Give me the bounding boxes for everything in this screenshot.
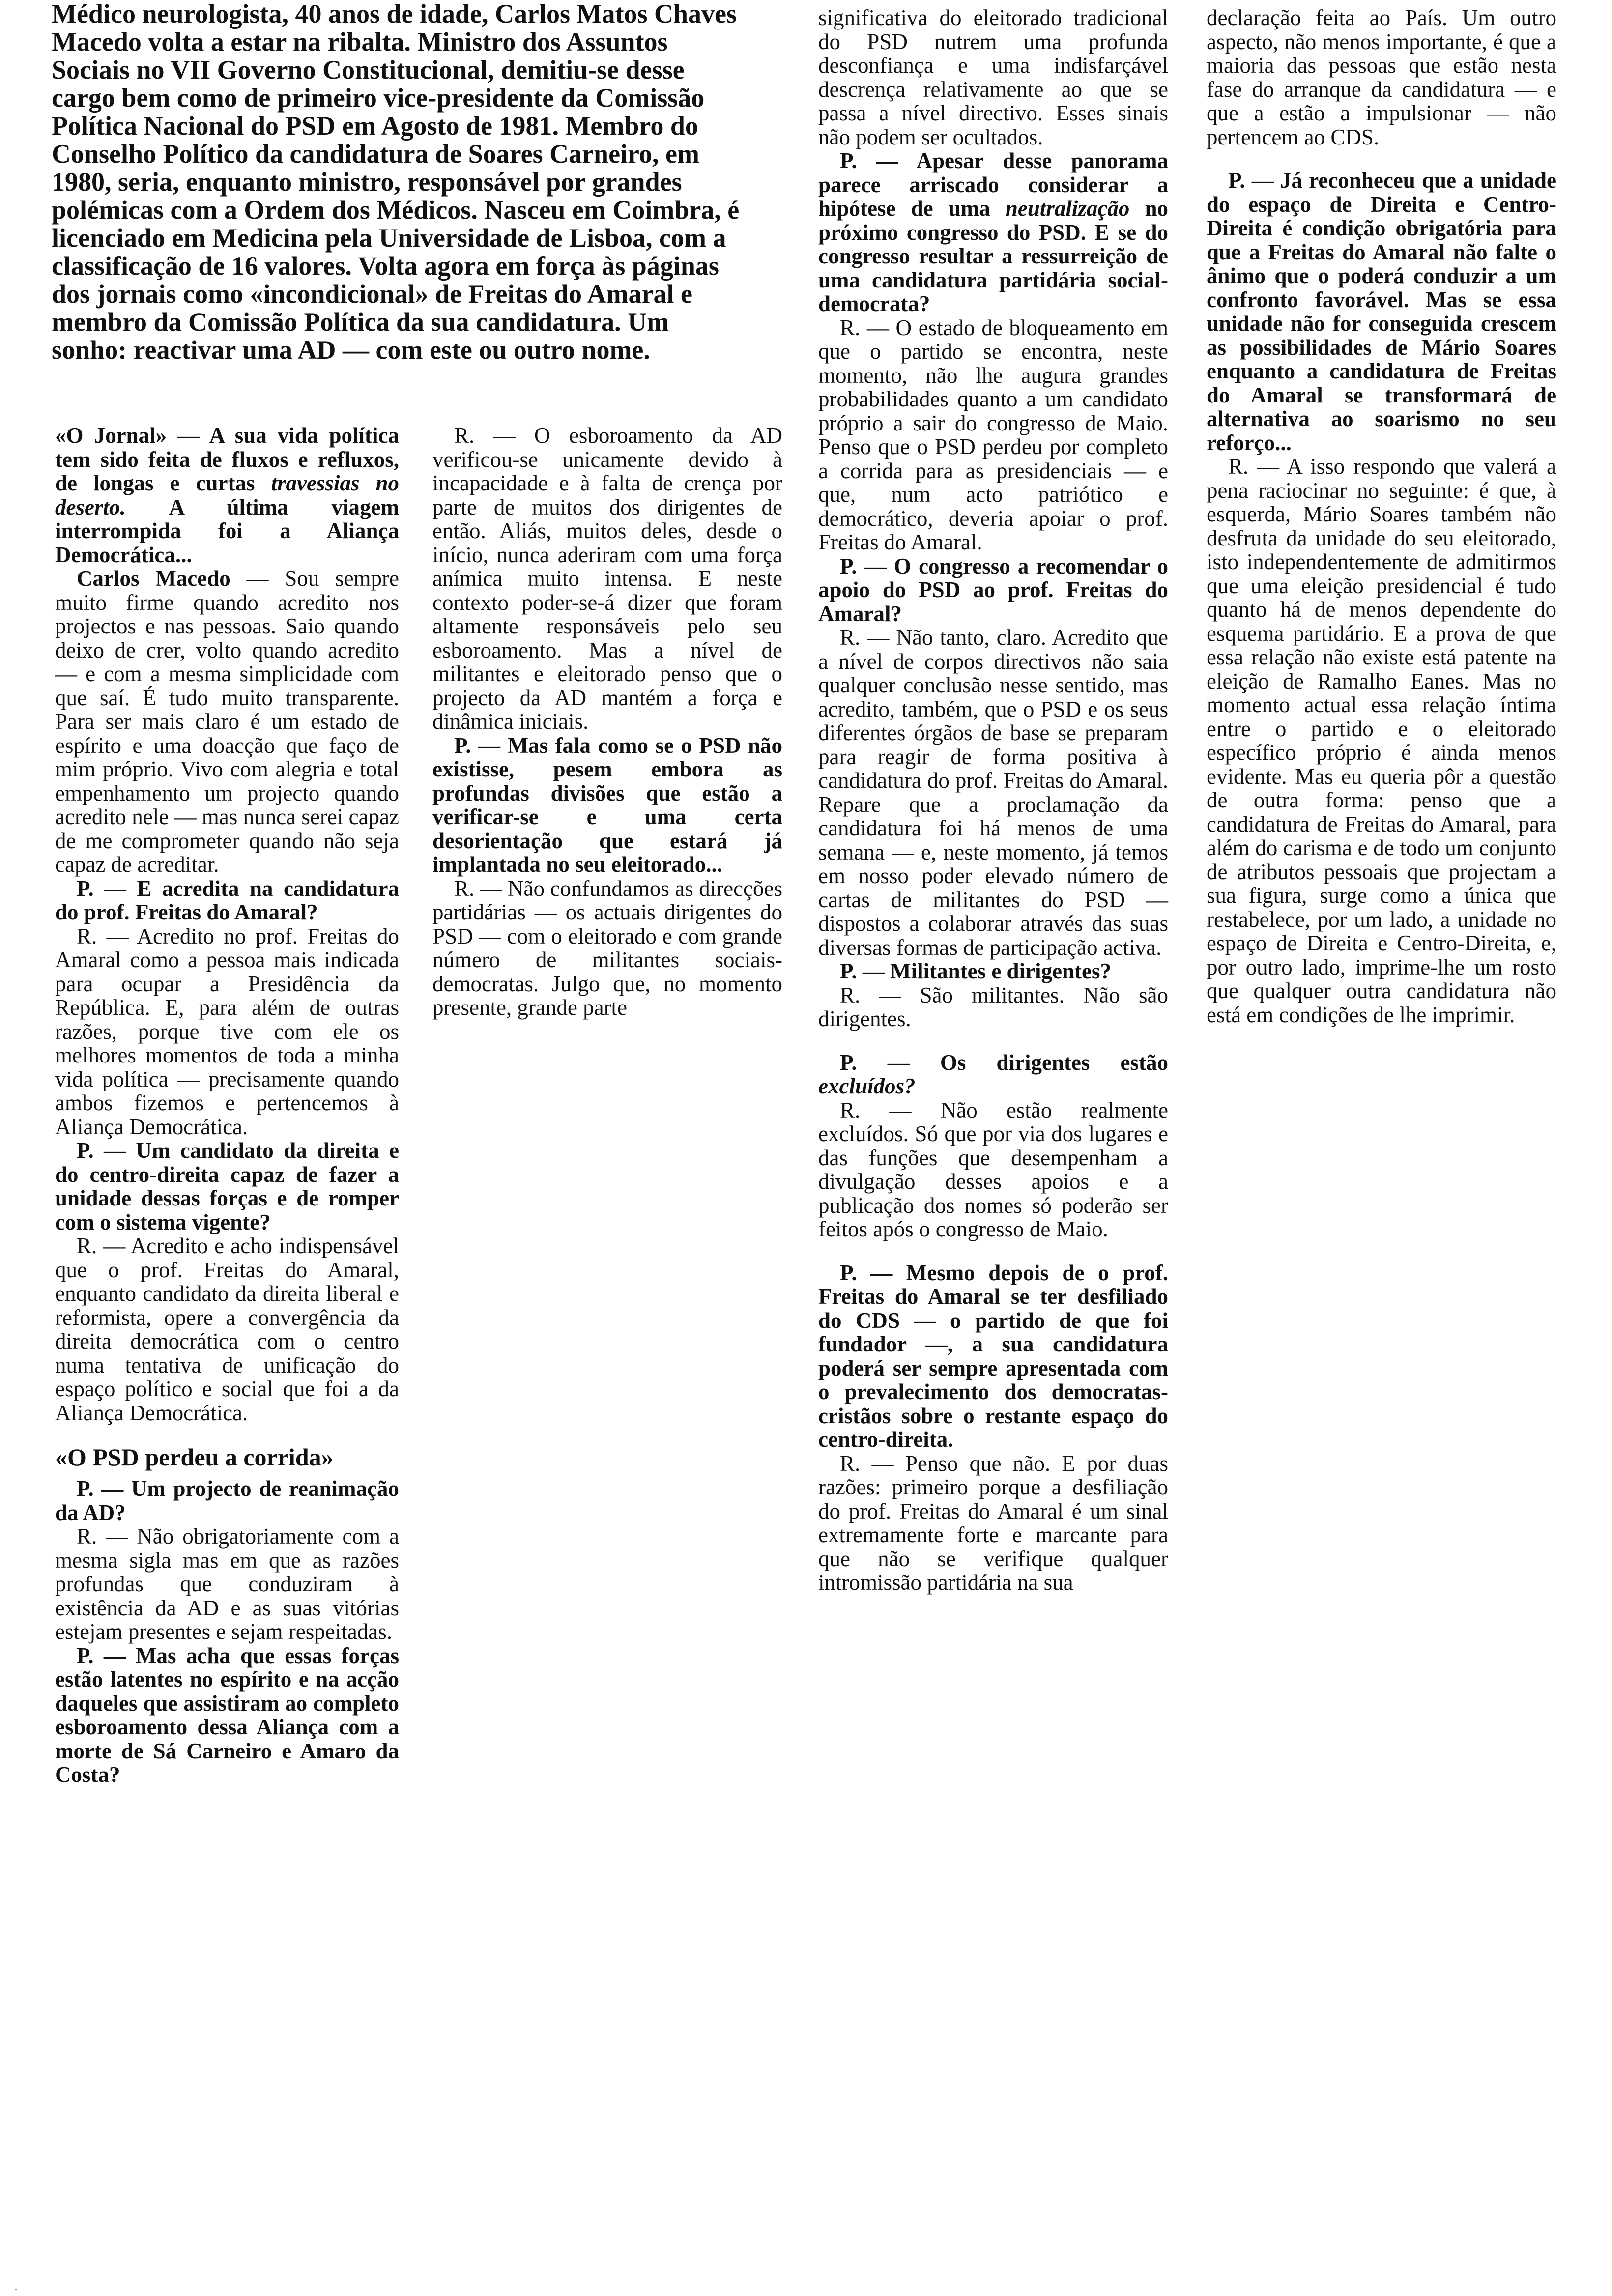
answer-2: R. — Acredito no prof. Freitas do Amaral como a pessoa mais indicada para ocupar a Presidência da República. E, para além de outras razões, porque tive com ele os melhores momentos de toda a minha vida política — precisamente quando ambos fizemos e pertencemos à Aliança Democrática. — [55, 923, 399, 1139]
answer-10: R. — Não estão realmente excluídos. Só que por via dos lugares e das funções que desempenham a divulgação desses apoios e a publicação dos nomes só poderão ser feitos após o congresso de Maio. — [818, 1097, 1168, 1241]
column-3 — [818, 6, 1168, 1595]
question-4: P. — Um projecto de reanimação da AD? — [55, 1476, 399, 1525]
answer-6: R. — Não confundamos as direcções partidárias — os actuais dirigentes do PSD — com o eleitorado e com grande número de militantes sociais-democratas. Julgo que, no momento presente, grande parte — [432, 876, 782, 1020]
answer-11-continued: declaração feita ao País. Um outro aspecto, não menos importante, é que a maioria das pessoas que estão nesta fase do arranque da candidatura — e que a estão a impulsionar — não pertencem ao CDS. — [1207, 5, 1556, 149]
answer-6-continued: significativa do eleitorado tradicional do PSD nutrem uma profunda desconfiança e uma indisfarçável descrença relativamente ao que se passa a nível directivo. Esses sinais não podem ser ocultados. — [818, 5, 1168, 149]
question-11: P. — Mesmo depois de o prof. Freitas do Amaral se ter desfiliado do CDS — o partido de que foi fundador —, a sua candidatura poderá ser sempre apresentada com o prevalecimento dos democratas-cristãos sobre o restante espaço do centro-direita. — [818, 1260, 1168, 1452]
answer-5: R. — O esboroamento da AD verificou-se unicamente devido à incapacidade e à falta de crença por parte de muitos dos dirigentes de então. Aliás, muitos deles, desde o início, nunca aderiram com uma força anímica muito intensa. E neste contexto poder-se-á dizer que foram altamente responsáveis pelo seu esboroamento. Mas a nível de militantes e eleitorado penso que o projecto da AD mantém a força e dinâmica iniciais. — [432, 423, 782, 734]
lead-text: Médico neurologista, 40 anos de idade, Carlos Matos Chaves Macedo volta a estar na ribalta. Ministro dos Assuntos Sociais no VII Governo Constitucional, demitiu-se desse cargo bem como de primeiro vice-presidente da Comissão Política Nacional do PSD em Agosto de 1981. Membro do Conselho Político da candidatura de Soares Carneiro, em 1980, seria, enquanto ministro, responsável por grandes polémicas com a Ordem dos Médicos. Nasceu em Coimbra, é licenciado em Medicina pela Universidade de Lisboa, com a classificação de 16 valores. Volta agora em força às páginas dos jornais como «incondicional» de Freitas do Amaral e membro da Comissão Política da sua candidatura. Um sonho: reactivar uma AD — com este ou outro nome. — [52, 0, 740, 365]
answer-11: R. — Penso que não. E por duas razões: primeiro porque a desfiliação do prof. Freitas do Amaral é um sinal extremamente forte e marcante para que não se verifique qualquer intromissão partidária na sua — [818, 1451, 1168, 1595]
subhead: «O PSD perdeu a corrida» — [55, 1443, 334, 1471]
question-10: P. — Os dirigentes estão excluídos? — [818, 1050, 1168, 1098]
answer-8: R. — Não tanto, claro. Acredito que a nível de corpos directivos não saia qualquer conclusão nesse sentido, mas acredito, também, que o PSD e os seus diferentes órgãos de base se preparam para reagir de forma positiva à candidatura do prof. Freitas do Amaral. Repare que a proclamação da candidatura foi há menos de uma semana — e, neste momento, já temos em nosso poder elevado número de cartas de militantes do PSD — dispostos a colaborar através das suas diversas formas de participação activa. — [818, 625, 1168, 960]
answer-9: R. — São militantes. Não são dirigentes. — [818, 982, 1168, 1031]
column-2 — [432, 424, 782, 1020]
column-1 — [55, 424, 399, 1787]
lead-paragraph — [52, 0, 749, 364]
answer-7: R. — O estado de bloqueamento em que o partido se encontra, neste momento, não lhe augura grandes probabilidades quanto a um candidato próprio a sair do congresso de Maio. Penso que o PSD perdeu por completo a corrida para as presidenciais — e que, num acto patriótico e democrático, deveria apoiar o prof. Freitas do Amaral. — [818, 315, 1168, 554]
column-4 — [1207, 6, 1556, 1027]
question-6: P. — Mas fala como se o PSD não existisse, pesem embora as profundas divisões que estão a verificar-se e uma certa desorientação que estará já implantada no seu eleitorado... — [432, 733, 782, 877]
question-9: P. — Militantes e dirigentes? — [840, 959, 1112, 983]
question-12: P. — Já reconheceu que a unidade do espaço de Direita e Centro-Direita é condição obrigatória para que a Freitas do Amaral não falte o ânimo que o poderá conduzir a um confronto favorável. Mas se essa unidade não for conseguida crescem as possibilidades de Mário Soares enquanto a candidatura de Freitas do Amaral se transformará de alternativa ao soarismo no seu reforço... — [1207, 168, 1556, 455]
question-8: P. — O congresso a recomendar o apoio do PSD ao prof. Freitas do Amaral? — [818, 553, 1168, 626]
question-2: P. — E acredita na candidatura do prof. Freitas do Amaral? — [55, 876, 399, 924]
question-7: P. — Apesar desse panorama parece arriscado considerar a hipótese de uma neutralização no próximo congresso do PSD. E se do congresso resultar a ressurreição de uma candidatura partidária social-democrata? — [818, 148, 1169, 316]
answer-4: R. — Não obrigatoriamente com a mesma sigla mas em que as razões profundas que conduziram à existência da AD e as suas vitórias estejam presentes e sejam respeitadas. — [55, 1524, 399, 1644]
answer-1: Carlos Macedo — Sou sempre muito firme quando acredito nos projectos e nas pessoas. Saio quando deixo de crer, volto quando acredito — e com a mesma simplicidade com que saí. É tudo muito transparente. Para ser mais claro é um estado de espírito e uma doacção que faço de mim próprio. Vivo com alegria e total empenhamento um projecto quando acredito nele — mas nunca serei capaz de me comprometer quando não seja capaz de acreditar. — [55, 566, 399, 877]
question-3: P. — Um candidato da direita e do centro-direita capaz de fazer a unidade dessas forças e de romper com o sistema vigente? — [55, 1138, 399, 1234]
question-5: P. — Mas acha que essas forças estão latentes no espírito e na acção daqueles que assistiram ao completo esboroamento dessa Aliança com a morte de Sá Carneiro e Amaro da Costa? — [55, 1643, 399, 1787]
question-1: «O Jornal» — A sua vida política tem sido feita de fluxos e refluxos, de longas e curtas travessias no deserto. A última viagem interrompida foi a Aliança Democrática... — [55, 423, 400, 567]
footer-mark: —.— — [4, 2282, 29, 2293]
answer-12: R. — A isso respondo que valerá a pena raciocinar no seguinte: é que, à esquerda, Mário Soares também não desfruta da unidade do seu eleitorado, isto independentemente de admitirmos que uma eleição presidencial é tudo quanto há de menos dependente do esquema partidário. E a prova de que essa relação não existe está patente na eleição de Ramalho Eanes. Mas no momento actual essa relação íntima entre o partido e o eleitorado específico próprio é ainda menos evidente. Mas eu queria pôr a questão de outra forma: penso que a candidatura de Freitas do Amaral, para além do carisma e de todo um conjunto de atributos pessoais que projectam a sua figura, surge como a única que restabelece, por um lado, a unidade no espaço de Direita e Centro-Direita, e, por outro lado, imprime-lhe um rosto que qualquer outra candidatura não está em condições de lhe imprimir. — [1207, 454, 1556, 1027]
answer-3: R. — Acredito e acho indispensável que o prof. Freitas do Amaral, enquanto candidato da direita liberal e reformista, opere a convergência da direita democrática com o centro numa tentativa de unificação do espaço político e social que foi a da Aliança Democrática. — [55, 1234, 399, 1425]
